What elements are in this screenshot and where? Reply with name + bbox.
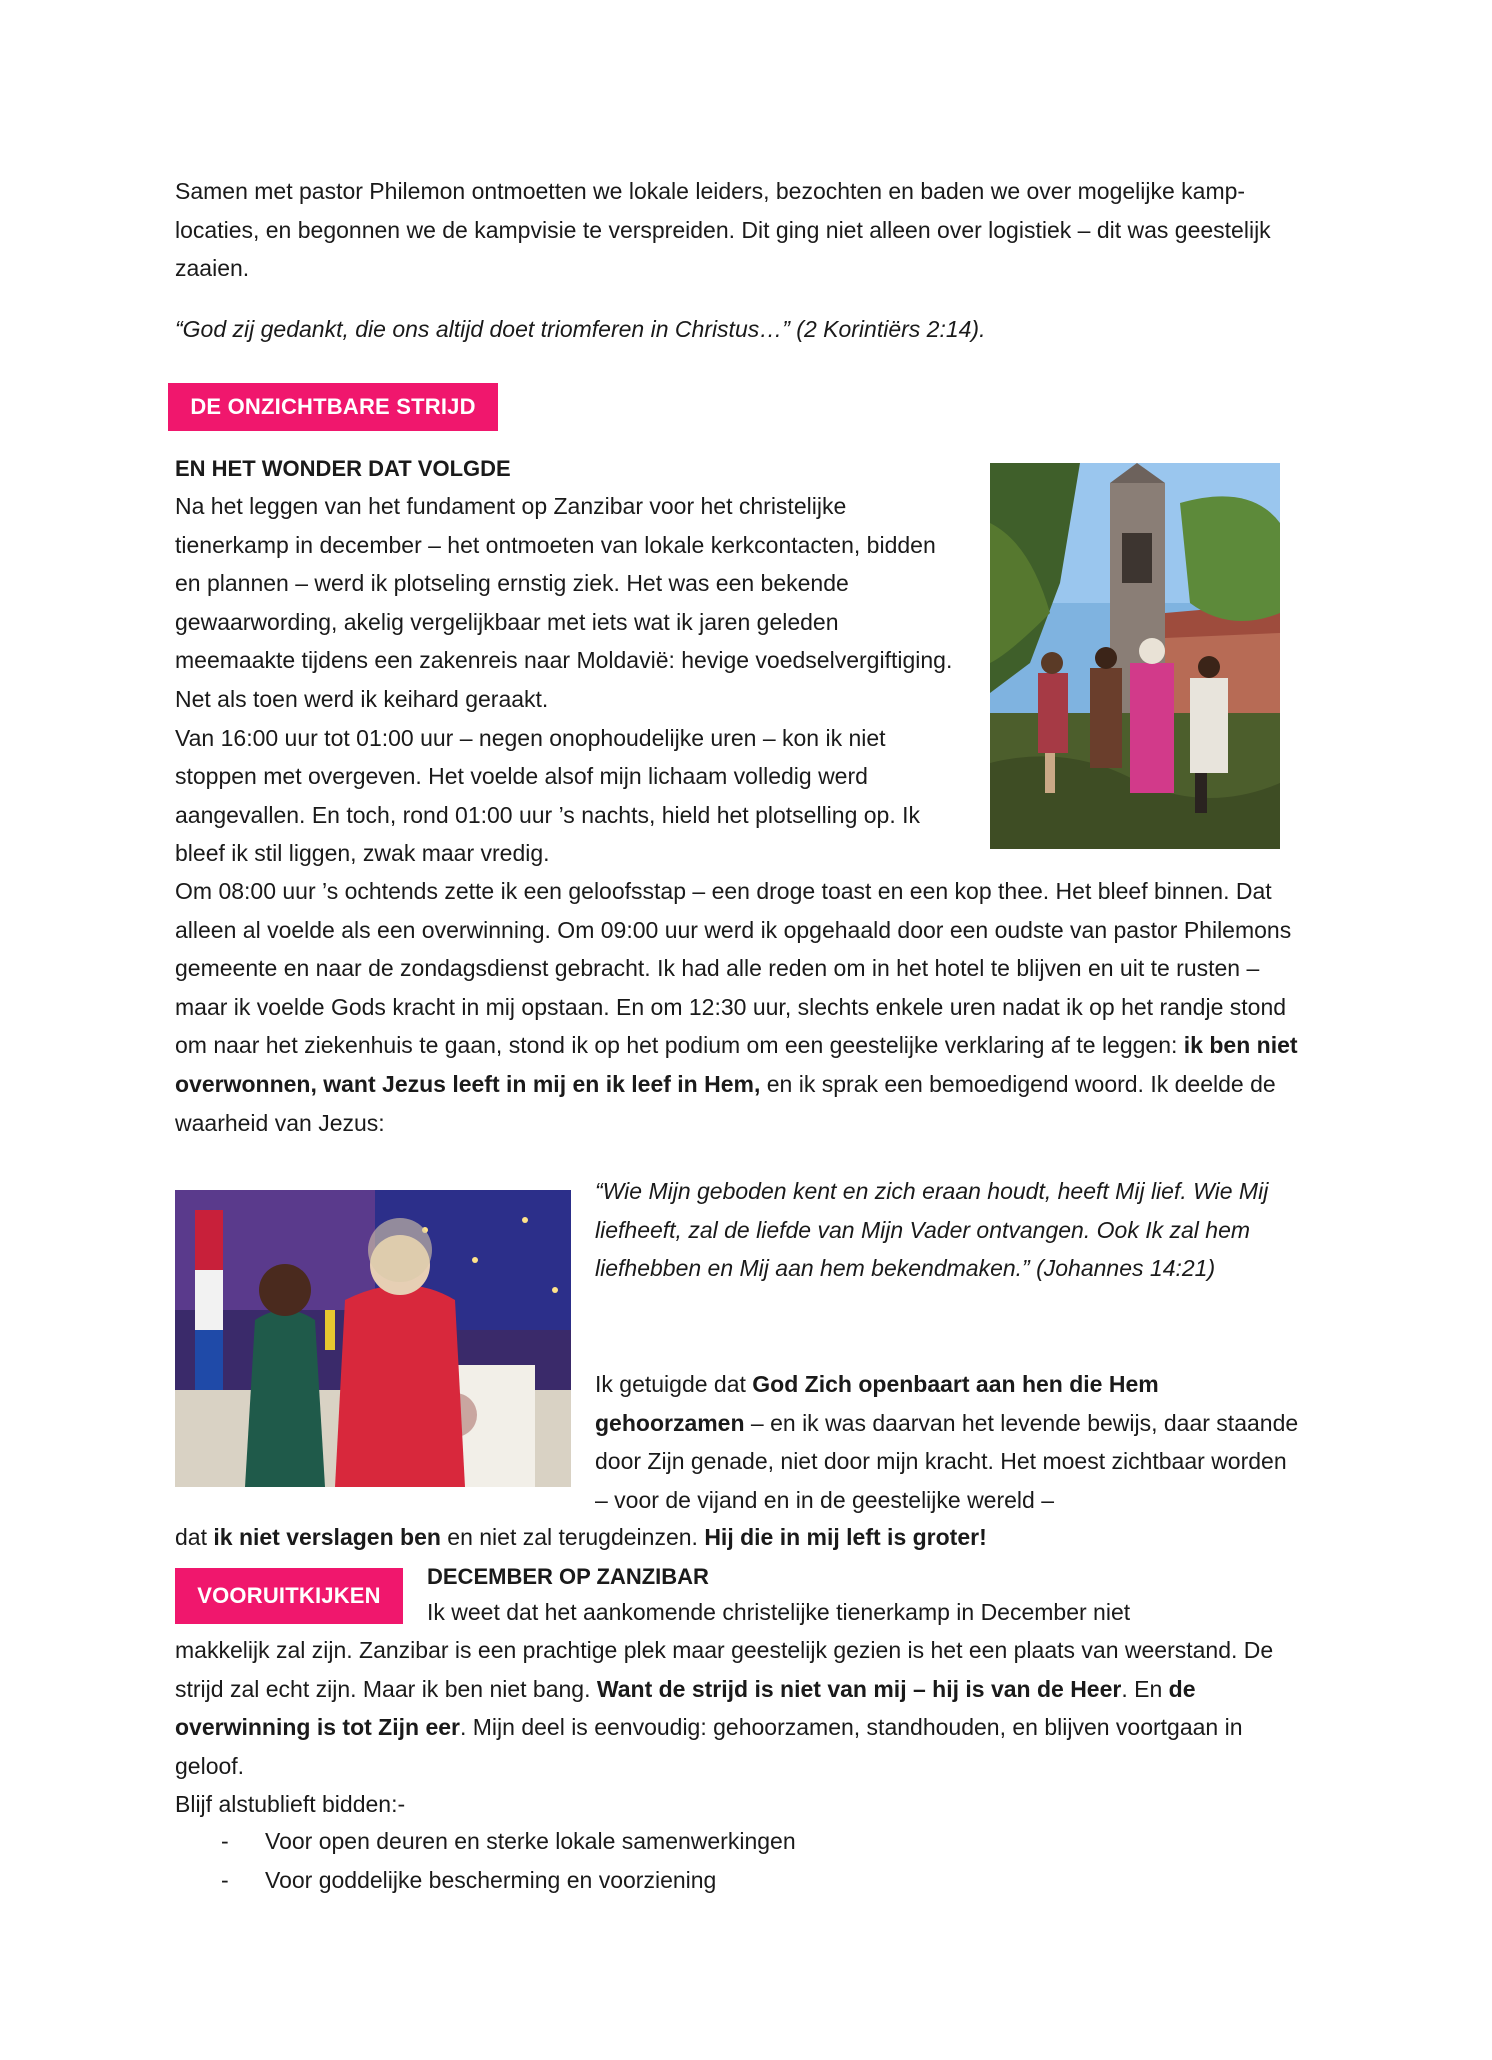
testimony-bold: God Zich openbaart aan hen die Hem gehoorzamen <box>595 1371 1159 1436</box>
list-item <box>175 1822 796 1861</box>
section2-bold-1: Want de strijd is niet van mij – hij is van de Heer <box>596 1675 1122 1702</box>
prayer-item-text: Voor goddelijke bescherming en voorziening <box>265 1866 717 1893</box>
section2-bold-2: de overwinning is tot Zijn eer <box>175 1675 1196 1741</box>
closing-bold-1: ik niet verslagen ben <box>213 1524 441 1550</box>
section-badge-onzichtbare-strijd: DE ONZICHTBARE STRIJD <box>168 383 498 431</box>
section2-text-a: makkelijk zal zijn. Zanzibar is een prachtige plek maar geestelijk gezien is het een plaats van weerstand. De strijd zal echt zijn. Maar ik ben niet bang. <box>175 1637 1274 1702</box>
bullet-dash: - <box>221 1828 229 1854</box>
closing-line <box>175 1518 1305 1557</box>
testimony-text-c: – en ik was daarvan het levende bewijs, daar staande door Zijn genade, niet door mijn kracht. Het moest zichtbaar worden – voor de vijand en in de geestelijke wereld – <box>595 1409 1299 1513</box>
section-subheading-wonder: EN HET WONDER DAT VOLGDE <box>175 456 511 481</box>
testimony-text-a: Ik getuigde dat <box>595 1371 753 1397</box>
section1-paragraph-2: Van 16:00 uur tot 01:00 uur – negen onophoudelijke uren – kon ik niet stoppen met overgeven. Het voelde alsof mijn lichaam volledig werd aangevallen. En toch, rond 01:00 uur ’s nachts, hield het plotselling op. Ik bleef ik stil liggen, zwak maar vredig. <box>175 724 921 867</box>
speaking-women-photo <box>175 1190 571 1487</box>
section1-narrow-text <box>175 487 965 873</box>
prayer-item-text: Voor open deuren en sterke lokale samenwerkingen <box>265 1828 796 1854</box>
speaking-women-photo-illustration <box>175 1190 571 1487</box>
list-item <box>175 1861 796 1900</box>
declaration-bold: ik ben niet overwonnen, want Jezus leeft in mij en ik leef in Hem, <box>175 1032 1298 1097</box>
section1-paragraph-3-end: en ik sprak een bemoedigend woord. Ik deelde de waarheid van Jezus: <box>175 1070 1276 1136</box>
intro-paragraph: Samen met pastor Philemon ontmoetten we lokale leiders, bezochten en baden we over mogelijke kamp-locaties, en begonnen we de kampvisie te verspreiden. Dit ging niet alleen over logistiek – dit was geestelijk zaaien. <box>175 178 1271 282</box>
church-group-photo-illustration <box>990 463 1280 849</box>
prayer-intro: Blijf alstublieft bidden:- <box>175 1791 406 1817</box>
section2-text-e: . Mijn deel is eenvoudig: gehoorzamen, standhouden, en blijven voortgaan in geloof. <box>175 1714 1243 1779</box>
closing-bold-2: Hij die in mij left is groter! <box>704 1524 987 1550</box>
church-group-photo <box>990 463 1280 849</box>
section1-paragraph-1: Na het leggen van het fundament op Zanzibar voor het christelijke tienerkamp in december – het ontmoeten van lokale kerkcontacten, bidden en plannen – werd ik plotseling ernstig ziek. Het was een bekende gewaarwording, akelig vergelijkbaar met iets wat ik jaren geleden meemaakte tijdens een zakenreis naar Moldavië: hevige voedselvergiftiging. Net als toen werd ik keihard geraakt. <box>175 493 953 712</box>
section1-paragraph-3-text: Om 08:00 uur ’s ochtends zette ik een geloofsstap – een droge toast en een kop thee. Het bleef binnen. Dat alleen al voelde als een overwinning. Om 09:00 uur werd ik opgehaald door een oudste van pastor Philemons gemeente en naar de zondagsdienst gebracht. Ik had alle reden om in het hotel te blijven en uit te rusten – maar ik voelde Gods kracht in mij opstaan. En om 12:30 uur, slechts enkele uren nadat ik op het randje stond om naar het ziekenhuis te gaan, stond ik op het podium om een geestelijke verklaring af te leggen: <box>175 878 1292 1059</box>
prayer-list <box>175 1822 796 1899</box>
intro-quote: “God zij gedankt, die ons altijd doet triomferen in Christus…” (2 Korintiërs 2:14). <box>175 316 986 342</box>
section1-paragraph-3 <box>175 872 1305 1142</box>
closing-text-a: dat <box>175 1524 214 1550</box>
section-badge-vooruitkijken: VOORUITKIJKEN <box>175 1568 403 1624</box>
section2-paragraph <box>175 1631 1305 1785</box>
section-subheading-december: DECEMBER OP ZANZIBAR <box>427 1564 709 1589</box>
section2-first-line: Ik weet dat het aankomende christelijke tienerkamp in December niet <box>427 1599 1131 1625</box>
bullet-dash: - <box>221 1866 229 1893</box>
testimony-paragraph <box>595 1365 1305 1519</box>
closing-text-c: en niet zal terugdeinzen. <box>440 1524 705 1550</box>
john-quote: “Wie Mijn geboden kent en zich eraan houdt, heeft Mij lief. Wie Mij liefheeft, zal de liefde van Mijn Vader ontvangen. Ook Ik zal hem liefhebben en Mij aan hem bekendmaken.” (Johannes 14:21) <box>595 1178 1269 1282</box>
section2-text-c: . En <box>1121 1675 1169 1702</box>
